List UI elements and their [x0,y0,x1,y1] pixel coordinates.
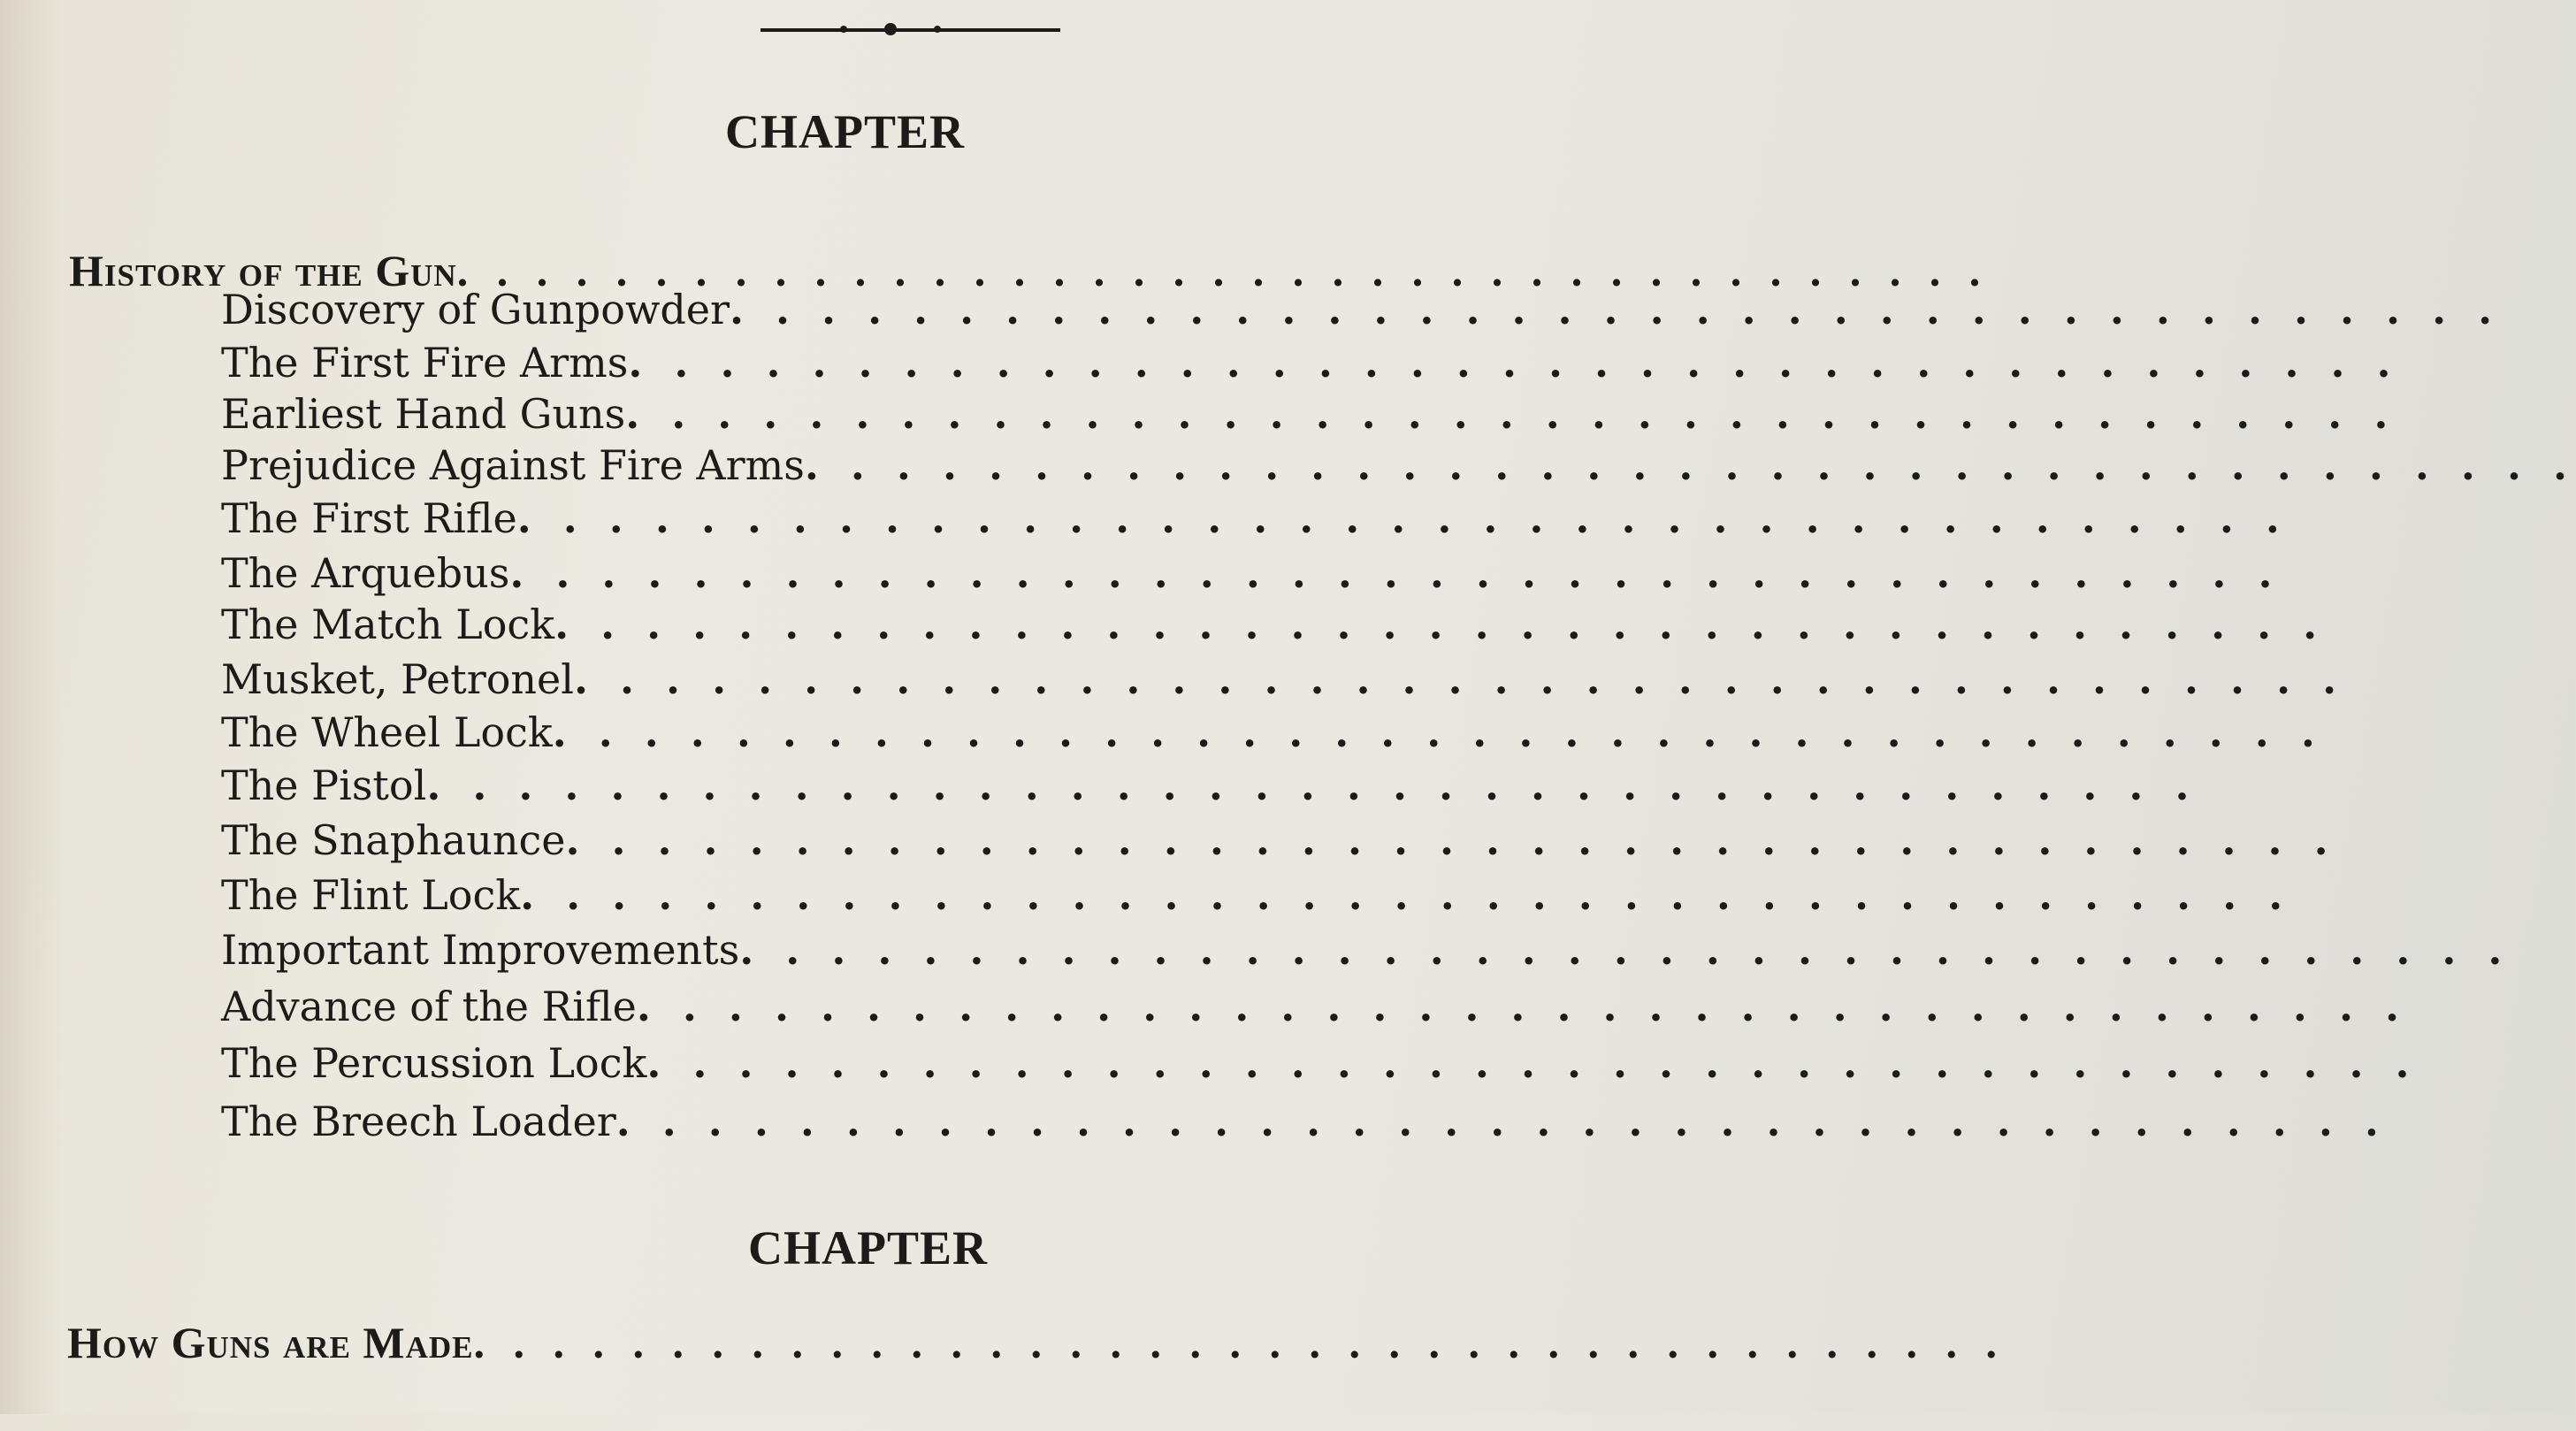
toc-entry [221,336,2400,389]
toc-entry-text: The Wheel Lock [221,708,553,756]
toc-entry-text: The First Fire Arms [221,339,629,386]
section-title-text: How Guns are Made [67,1318,474,1367]
toc-entry-text: The Flint Lock [221,871,521,919]
toc-entry [221,439,2576,492]
ornament-dot [840,26,847,33]
toc-entry [221,923,2511,976]
toc-entry [221,869,2292,922]
toc-entry-text: The Snaphaunce [221,816,566,864]
toc-entry [221,814,2337,867]
toc-entry-text: Advance of the Rifle [221,983,637,1030]
section-title-text: History of the Gun [69,246,457,295]
dot-leader: . . . . . . . . . . . . . . . . . . . . . . . . . . . . . . . . . . . . . . . [565,816,2337,864]
dot-leader: . . . . . . . . . . . . . . . . . . . . . . . . . . . . . . . . . . . . . . . [520,871,2292,919]
toc-entry-text: The First Rifle [221,494,517,542]
dot-leader: . . . . . . . . . . . . . . . . . . . . . . . . . . . . . . . . . . . . . . . [574,655,2346,703]
chapter-heading: CHAPTER [748,1221,989,1274]
toc-entry-text: Important Improvements [221,926,740,974]
toc-entry [221,1037,2419,1090]
toc-entry [221,759,2198,812]
toc-entry-text: Musket, Petronel [221,655,574,703]
dot-leader: . . . . . . . . . . . . . . . . . . . . . . . . . . . . . . . . . . . . . . . [554,601,2327,648]
toc-entry [221,547,2282,600]
ornament-dot [884,23,897,35]
toc-entry-text: The Breech Loader [221,1098,616,1145]
dot-leader: . . . . . . . . . . . . . . . . . . . . . . . . . . . . . . . . . . . . . . . [426,761,2198,809]
toc-entry-text: The Percussion Lock [221,1039,647,1087]
toc-entry [221,492,2289,545]
toc-entry-text: Prejudice Against Fire Arms [221,441,805,489]
dot-leader: . . . . . . . . . . . . . . . . . . . . . . . . . . . . . . . . . . . . . . . [456,246,1990,295]
toc-entry [221,653,2346,706]
toc-entry [221,387,2397,440]
dot-leader: . . . . . . . . . . . . . . . . . . . . . . . . . . . . . . . . . . . . . . . [516,494,2289,542]
toc-entry [221,980,2409,1033]
toc-entry-text: The Pistol [221,761,427,809]
cropped-text-line [221,1396,1060,1431]
dot-leader: . . . . . . . . . . . . . . . . . . . . . . . . . . . . . . . . . . . . . . . [615,1098,2388,1145]
toc-entry-text: Discovery of Gunpowder [221,286,730,333]
page-shadow [0,0,62,1414]
dot-leader: . . . . . . . . . . . . . . . . . . . . . . . . . . . . . . . . . . . . . . . [628,339,2400,386]
toc-entry [221,283,2502,336]
dot-leader: . . . . . . . . . . . . . . . . . . . . . . . . . . . . . . . . . . . . . . . [739,926,2511,974]
section-title [67,1316,2007,1369]
dot-leader: . . . . . . . . . . . . . . . . . . . . . . . . . . . . . . . . . . . . . . . [804,441,2576,489]
dot-leader: . . . . . . . . . . . . . . . . . . . . . . . . . . . . . . . . . . . . . . . [636,983,2409,1030]
toc-entry-text: The Arquebus [221,549,510,597]
dot-leader: . . . . . . . . . . . . . . . . . . . . . . . . . . . . . . . . . . . . . . . [646,1039,2419,1087]
dot-leader: . . . . . . . . . . . . . . . . . . . . . . . . . . . . . . . . . . . . . . . [625,390,2397,438]
toc-entry [221,1095,2388,1148]
toc-entry [221,706,2324,759]
dot-leader: . . . . . . . . . . . . . . . . . . . . . . . . . . . . . . . . . . . . . . . [552,708,2324,756]
toc-entry-text: The Match Lock [221,601,555,648]
dot-leader: . . . . . . . . . . . . . . . . . . . . . . . . . . . . . . . . . . . . . . . [729,286,2502,333]
dot-leader: . . . . . . . . . . . . . . . . . . . . . . . . . . . . . . . . . . . . . . . [473,1318,2007,1367]
ornament-dot [934,26,941,33]
dot-leader: . . . . . . . . . . . . . . . . . . . . . . . . . . . . . . . . . . . . . . . [509,549,2282,597]
toc-entry [221,598,2327,651]
ornamental-rule [761,28,1060,32]
chapter-heading: CHAPTER [725,105,966,158]
toc-entry-text: Earliest Hand Guns [221,390,626,438]
